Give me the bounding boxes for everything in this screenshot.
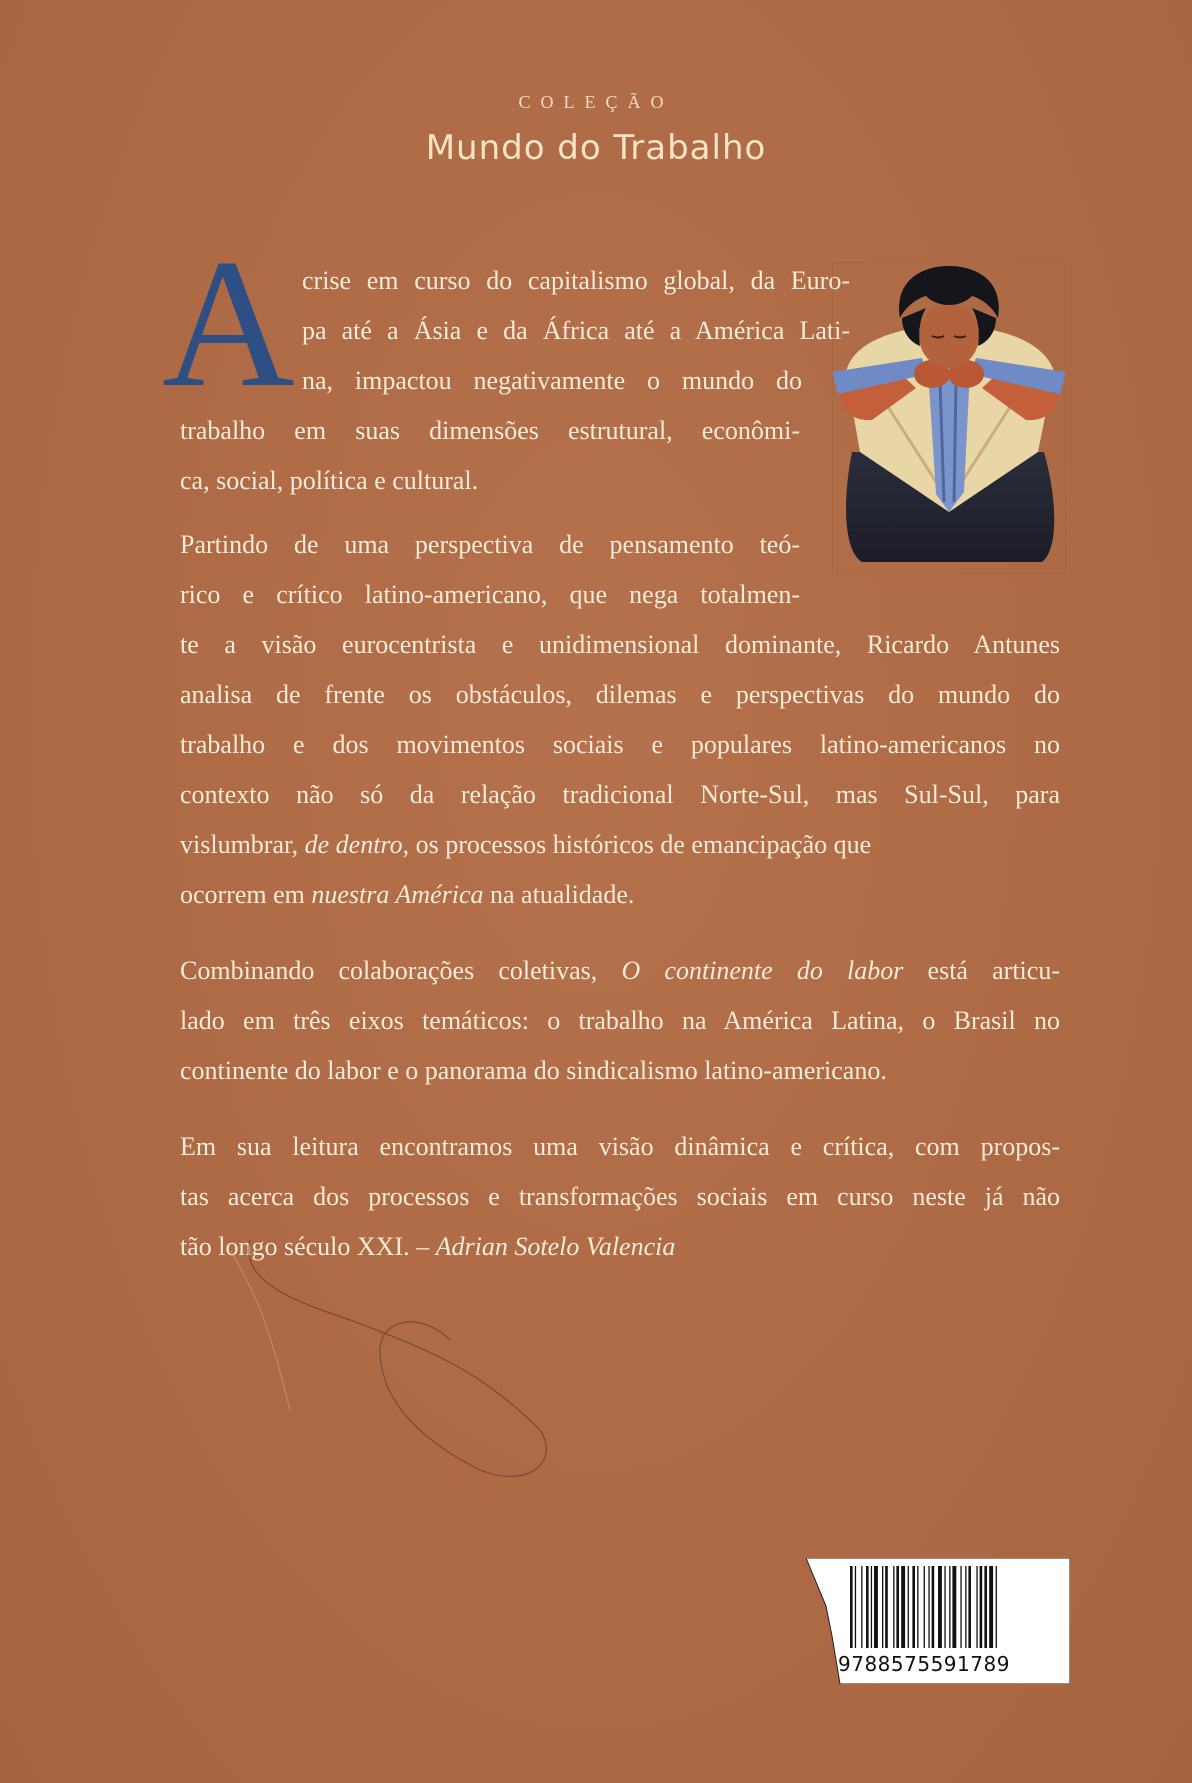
scribble-mark	[230, 1240, 570, 1500]
paragraph-line: tas acerca dos processos e transformações sociais em curso neste já não	[180, 1182, 1060, 1211]
barcode-bar	[924, 1566, 925, 1648]
barcode-bar	[896, 1566, 899, 1648]
paragraph-line	[180, 946, 1060, 996]
series-label: COLEÇÃO	[518, 92, 674, 112]
paragraph-line: contexto não só da relação tradicional Norte-Sul, mas Sul-Sul, para	[180, 780, 1060, 809]
paragraph-line	[180, 870, 1060, 920]
barcode-bar	[908, 1566, 909, 1648]
text-run: na atualidade.	[490, 880, 635, 909]
italic-run: de dentro	[304, 830, 403, 859]
barcode-bar	[938, 1566, 942, 1648]
barcode-bar	[965, 1566, 966, 1648]
paragraph-line: Partindo de uma perspectiva de pensamento teó-	[180, 530, 800, 559]
barcode-bar	[882, 1566, 883, 1648]
intro-line: pa até a Ásia e da África até a América Lati-	[302, 316, 850, 345]
text-run: tão longo século XXI. –	[180, 1232, 430, 1261]
paragraph-line	[180, 820, 1060, 870]
paragraph-line: trabalho e dos movimentos sociais e populares latino-americanos no	[180, 730, 1060, 759]
paragraph-line: rico e crítico latino-americano, que nega totalmen-	[180, 580, 800, 609]
barcode-bar	[866, 1566, 869, 1648]
barcode-bar	[960, 1566, 961, 1648]
barcode-bar	[885, 1566, 888, 1648]
barcode-bar	[855, 1566, 856, 1648]
barcode-bar	[932, 1566, 935, 1648]
barcode-bar	[901, 1566, 905, 1648]
intro-line: na, impactou negativamente o mundo do	[302, 366, 802, 395]
barcode-bar	[944, 1566, 945, 1648]
barcode-bar	[968, 1566, 971, 1648]
barcode-bar	[874, 1566, 878, 1648]
text-run: vislumbrar,	[180, 830, 299, 859]
barcode-bar	[996, 1566, 997, 1648]
isbn-number: 9788575591789	[838, 1652, 1010, 1676]
barcode-bar	[949, 1566, 950, 1648]
text-run: está articu-	[927, 956, 1060, 985]
barcode-bar	[928, 1566, 929, 1648]
series-title: Mundo do Trabalho	[425, 128, 767, 168]
author-name: Adrian Sotelo Valencia	[435, 1232, 676, 1261]
intro-line: crise em curso do capitalismo global, da Euro-	[302, 266, 850, 295]
barcode-bar	[917, 1566, 918, 1648]
barcode-bar	[893, 1566, 894, 1648]
paragraph-line: continente do labor e o panorama do sindicalismo latino-americano.	[180, 1056, 887, 1085]
barcode-bar	[861, 1566, 862, 1648]
italic-run: nuestra América	[311, 880, 484, 909]
barcode-bar	[952, 1566, 956, 1648]
paragraph-line: te a visão eurocentrista e unidimensional dominante, Ricardo Antunes	[180, 630, 1060, 659]
barcode-bar	[850, 1566, 853, 1648]
drop-cap: A	[162, 221, 295, 425]
barcode-bar	[912, 1566, 915, 1648]
text-run: ocorrem em	[180, 880, 305, 909]
kneeling-woman-illustration	[832, 262, 1066, 574]
paragraph-line: lado em três eixos temáticos: o trabalho na América Latina, o Brasil no	[180, 1006, 1060, 1035]
book-title-run: O continente do labor	[621, 956, 904, 985]
paragraph-line: Em sua leitura encontramos uma visão dinâmica e crítica, com propos-	[180, 1132, 1060, 1161]
barcode-bar	[980, 1566, 983, 1648]
barcode-bar	[871, 1566, 872, 1648]
paragraph-line: analisa de frente os obstáculos, dilemas e perspectivas do mundo do	[180, 680, 1060, 709]
barcode-bar	[984, 1566, 987, 1648]
text-run: , os processos históricos de emancipação que	[402, 830, 872, 859]
intro-line: ca, social, política e cultural.	[180, 466, 479, 495]
barcode-bar	[976, 1566, 977, 1648]
barcode-bar	[989, 1566, 993, 1648]
text-run: Combinando colaborações coletivas,	[180, 956, 598, 985]
intro-line: trabalho em suas dimensões estrutural, econômi-	[180, 416, 800, 445]
